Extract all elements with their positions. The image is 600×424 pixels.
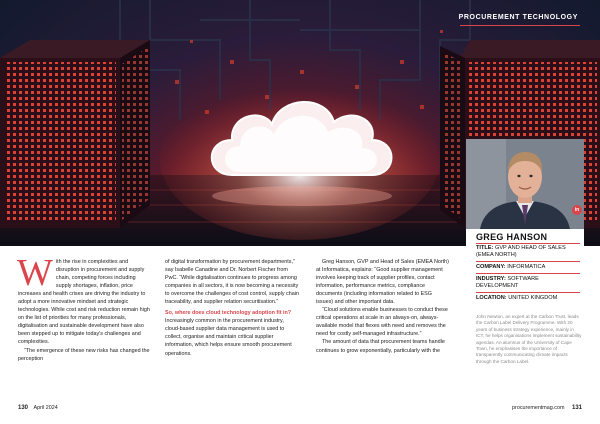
profile-card xyxy=(466,139,584,424)
article-paragraph: “The emergence of these new risks has changed the perception xyxy=(18,347,150,362)
article-column-3 xyxy=(316,258,450,355)
linkedin-icon[interactable]: in xyxy=(572,205,582,215)
article-paragraph: “Cloud solutions enable businesses to conduct these critical operations at scale in an always-on, always-available model that flexes with need and removes the need for costly self-managed infrastructure.” xyxy=(316,307,448,338)
article-subheading: So, where does cloud technology adoption fit in? xyxy=(165,310,292,317)
section-tag-underline xyxy=(460,25,580,26)
divider xyxy=(476,243,580,244)
industry-value: SOFTWARE DEVELOPMENT xyxy=(476,276,539,289)
page-number-left: 130 xyxy=(18,405,29,411)
article-paragraph xyxy=(17,252,152,347)
footer-left xyxy=(18,405,58,411)
company-value: INFORMATICA xyxy=(507,264,546,270)
article-paragraph: Greg Hanson, GVP and Head of Sales (EMEA North) at Informatica, explains: “Good supplier management involves keeping track of supplier profiles, contact information, performance metrics, compliance documents (including information related to ESG issues) and other important data. xyxy=(316,259,449,306)
profile-bio: John Newton, an expert at the Carbon Trust, leads the Carbon Label Delivery Programme. With 20 years of business strategy experience, mainly in ICT, he helps organisations implement sustainability agendas. An alumnus of the University of Cape Town, he emphasises the importance of transparently communicating climate impacts through the Carbon Label. xyxy=(476,314,582,364)
portrait-illustration xyxy=(466,139,584,229)
article-paragraph: Increasingly common in the procurement industry, cloud-based supplier data management is used to collect, organise and maintain critical supplier information, which helps ensure smooth procurement operations. xyxy=(165,318,292,357)
profile-industry-row xyxy=(476,276,580,290)
article-column-1 xyxy=(17,252,152,363)
company-label: COMPANY: xyxy=(476,264,506,270)
profile-photo xyxy=(466,139,584,229)
location-label: LOCATION: xyxy=(476,295,507,301)
profile-name: GREG HANSON xyxy=(476,232,548,242)
article-column-2 xyxy=(165,258,299,358)
paragraph-text: ith the rise in complexities and disruption in procurement and supply chain, competing forces including supply shortages, inflation, price increases and health crises are driving the industry to adopt a more innovative mindset and strategic technologies. While cost and risk reduction remain high on the list of priorities for many professionals, digitalisation and sustainable development have also been stepped up to mitigate today's challenges and complexities. xyxy=(18,259,150,346)
divider xyxy=(476,292,580,293)
location-value: UNITED KINGDOM xyxy=(508,295,558,301)
profile-company-row xyxy=(476,264,580,271)
article-paragraph: of digital transformation by procurement departments,” say Isabelle Canadine and Dr. Norbert Fischer from PwC. “While digitalisation continues to progress among companies in all sectors, it is now becoming a necessity to overcome the challenges of cost control, supply chain traceability, and supplier relation securitisation.” xyxy=(165,259,299,306)
section-tag: PROCUREMENT TECHNOLOGY xyxy=(458,14,578,21)
drop-cap: W xyxy=(17,252,53,294)
divider xyxy=(476,273,580,274)
title-value: GVP AND HEAD OF SALES (EMEA NORTH) xyxy=(476,245,566,258)
title-label: TITLE: xyxy=(476,245,494,251)
site-link[interactable]: procurementmag.com xyxy=(512,405,565,411)
profile-location-row xyxy=(476,295,580,302)
footer-right xyxy=(512,405,582,411)
issue-date: April 2024 xyxy=(33,405,58,411)
profile-title-row xyxy=(476,245,580,259)
page-number-right: 131 xyxy=(571,405,582,411)
left-server-block xyxy=(0,40,150,228)
divider xyxy=(476,261,580,262)
industry-label: INDUSTRY: xyxy=(476,276,506,282)
article-paragraph: The amount of data that procurement teams handle continues to grow exponentially, particularly with the xyxy=(316,339,445,354)
